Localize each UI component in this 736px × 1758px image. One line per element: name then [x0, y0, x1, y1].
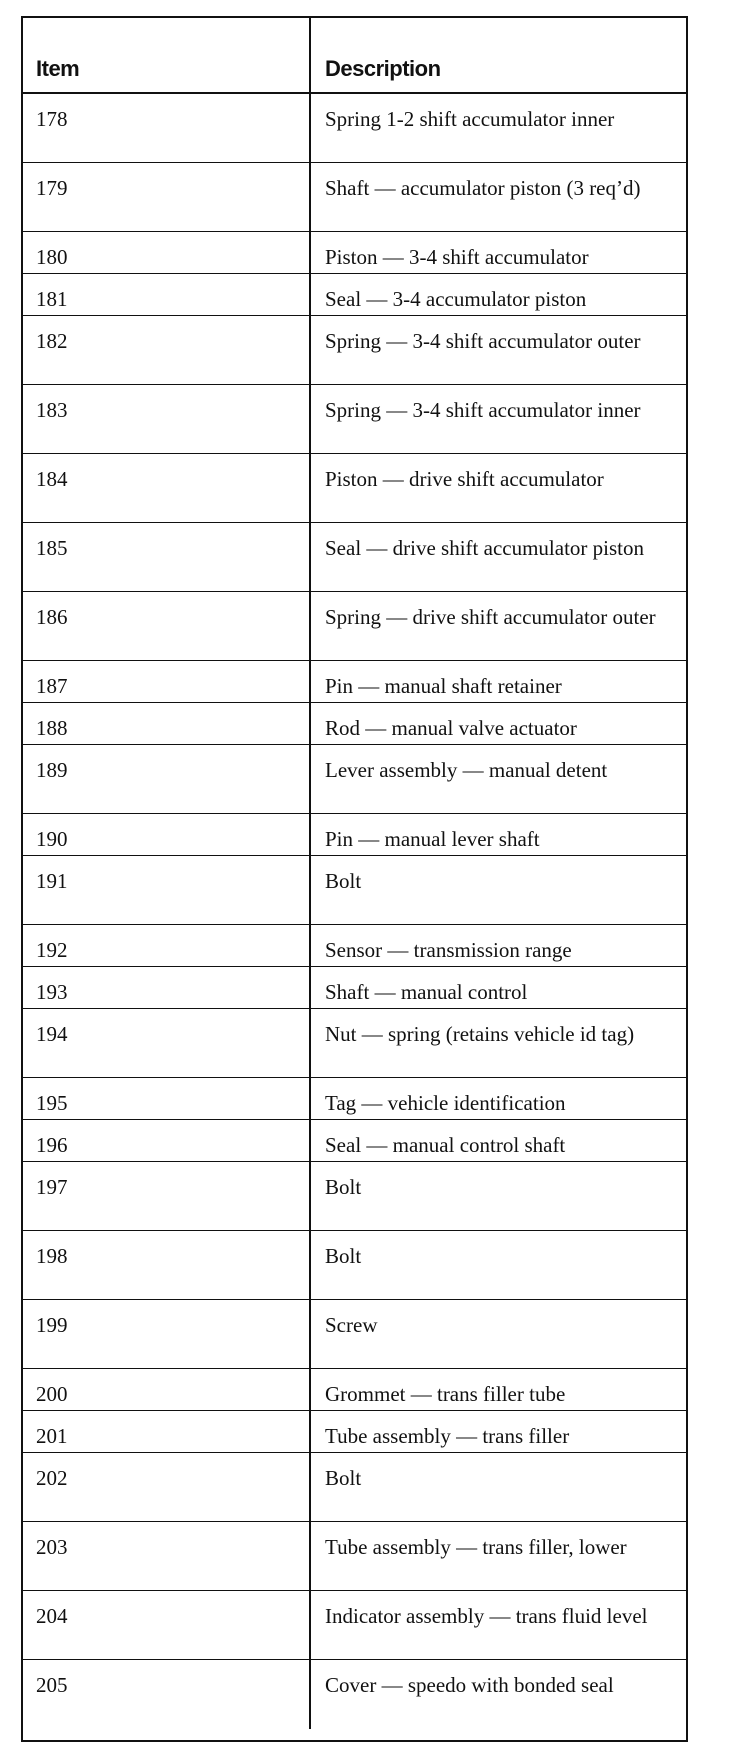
description-cell: Bolt	[325, 1466, 362, 1490]
description-cell: Seal — manual control shaft	[325, 1133, 566, 1157]
item-number-cell: 185	[23, 523, 311, 591]
item-number-cell: 181	[23, 274, 311, 315]
item-number-cell: 205	[23, 1660, 311, 1729]
description-cell: Shaft — accumulator piston (3 req’d)	[325, 176, 641, 200]
item-number-cell: 202	[23, 1453, 311, 1521]
table-row	[23, 1591, 686, 1660]
description-cell: Spring — 3-4 shift accumulator inner	[325, 398, 641, 422]
table-row	[23, 1120, 686, 1162]
table-row	[23, 454, 686, 523]
description-cell: Tube assembly — trans filler	[325, 1424, 570, 1448]
description-cell: Seal — 3-4 accumulator piston	[325, 287, 587, 311]
table-row	[23, 1009, 686, 1078]
table-row	[23, 1300, 686, 1369]
table-row	[23, 1231, 686, 1300]
item-number-cell: 188	[23, 703, 311, 744]
item-number-cell: 179	[23, 163, 311, 231]
description-cell: Grommet — trans filler tube	[325, 1382, 566, 1406]
description-cell: Nut — spring (retains vehicle id tag)	[325, 1022, 635, 1046]
table-row	[23, 745, 686, 814]
description-column-header: Description	[325, 56, 441, 81]
item-number-cell: 189	[23, 745, 311, 813]
item-number-cell: 186	[23, 592, 311, 660]
table-row	[23, 856, 686, 925]
item-number-cell: 196	[23, 1120, 311, 1161]
table-row	[23, 94, 686, 163]
description-cell: Tag — vehicle identification	[325, 1091, 566, 1115]
description-cell: Spring — drive shift accumulator outer	[325, 605, 656, 629]
table-row	[23, 1078, 686, 1120]
description-cell: Seal — drive shift accumulator piston	[325, 536, 645, 560]
description-cell: Tube assembly — trans filler, lower	[325, 1535, 627, 1559]
description-cell: Indicator assembly — trans fluid level	[325, 1604, 648, 1628]
description-cell: Shaft — manual control	[325, 980, 528, 1004]
item-number-cell: 183	[23, 385, 311, 453]
description-cell: Pin — manual lever shaft	[325, 827, 540, 851]
item-number-cell: 192	[23, 925, 311, 966]
description-cell: Bolt	[325, 1175, 362, 1199]
description-cell: Pin — manual shaft retainer	[325, 674, 562, 698]
table-row	[23, 316, 686, 385]
description-cell: Sensor — transmission range	[325, 938, 572, 962]
description-cell: Bolt	[325, 1244, 362, 1268]
table-row	[23, 1411, 686, 1453]
item-number-cell: 204	[23, 1591, 311, 1659]
item-number-cell: 203	[23, 1522, 311, 1590]
table-row	[23, 661, 686, 703]
item-number-cell: 200	[23, 1369, 311, 1410]
description-cell: Screw	[325, 1313, 378, 1337]
table-row	[23, 925, 686, 967]
table-row	[23, 1162, 686, 1231]
table-row	[23, 592, 686, 661]
item-number-cell: 195	[23, 1078, 311, 1119]
table-row	[23, 1522, 686, 1591]
item-number-cell: 180	[23, 232, 311, 273]
description-cell: Cover — speedo with bonded seal	[325, 1673, 614, 1697]
item-number-cell: 182	[23, 316, 311, 384]
item-number-cell: 178	[23, 94, 311, 162]
item-number-cell: 197	[23, 1162, 311, 1230]
table-row	[23, 163, 686, 232]
table-header-row	[23, 18, 686, 94]
item-number-cell: 201	[23, 1411, 311, 1452]
item-number-cell: 184	[23, 454, 311, 522]
table-row	[23, 967, 686, 1009]
description-cell: Piston — drive shift accumulator	[325, 467, 604, 491]
item-number-cell: 191	[23, 856, 311, 924]
item-number-cell: 194	[23, 1009, 311, 1077]
description-cell: Spring 1-2 shift accumulator inner	[325, 107, 615, 131]
parts-table	[21, 16, 688, 1742]
table-row	[23, 703, 686, 745]
table-row	[23, 232, 686, 274]
description-cell: Bolt	[325, 869, 362, 893]
description-cell: Piston — 3-4 shift accumulator	[325, 245, 589, 269]
description-cell: Rod — manual valve actuator	[325, 716, 577, 740]
description-cell: Spring — 3-4 shift accumulator outer	[325, 329, 641, 353]
description-cell: Lever assembly — manual detent	[325, 758, 608, 782]
table-row	[23, 814, 686, 856]
table-row	[23, 523, 686, 592]
item-number-cell: 187	[23, 661, 311, 702]
item-column-header: Item	[23, 18, 311, 92]
table-row	[23, 1660, 686, 1729]
table-row	[23, 385, 686, 454]
table-row	[23, 274, 686, 316]
item-number-cell: 198	[23, 1231, 311, 1299]
table-row	[23, 1453, 686, 1522]
item-number-cell: 193	[23, 967, 311, 1008]
item-number-cell: 199	[23, 1300, 311, 1368]
table-row	[23, 1369, 686, 1411]
item-number-cell: 190	[23, 814, 311, 855]
